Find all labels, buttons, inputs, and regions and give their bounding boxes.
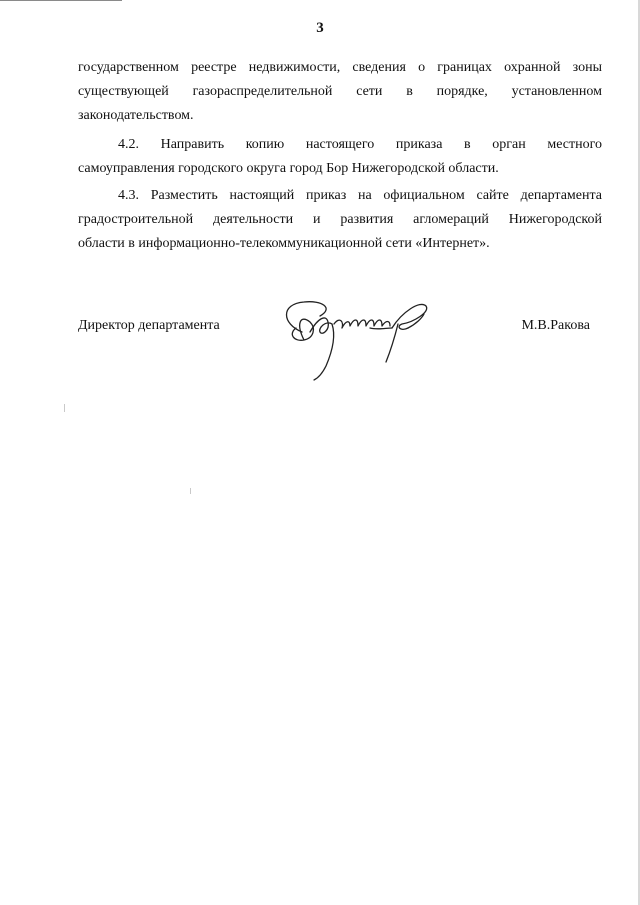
text-line: законодательством. bbox=[78, 108, 194, 123]
text-line: государственном реестре недвижимости, сведения о границах охранной зоны bbox=[78, 60, 602, 75]
text-line: 4.3. Разместить настоящий приказ на официальном сайте департамента bbox=[118, 188, 602, 203]
page-number: 3 bbox=[316, 20, 324, 36]
paragraph-registry-continuation bbox=[78, 56, 602, 128]
text-line: самоуправления городского округа город Бор Нижегородской области. bbox=[78, 161, 499, 176]
top-scan-rule bbox=[0, 0, 122, 1]
scan-speck bbox=[190, 488, 191, 494]
text-line: существующей газораспределительной сети в порядке, установленном bbox=[78, 84, 602, 99]
text-line: области в информационно-телекоммуникационной сети «Интернет». bbox=[78, 236, 490, 251]
handwritten-signature bbox=[274, 294, 444, 384]
text-line: градостроительной деятельности и развития агломераций Нижегородской bbox=[78, 212, 602, 227]
paragraph-4-3 bbox=[78, 184, 602, 256]
paragraph-4-2 bbox=[78, 133, 602, 181]
signatory-name: М.В.Ракова bbox=[521, 318, 590, 333]
text-line: 4.2. Направить копию настоящего приказа в орган местного bbox=[118, 137, 602, 152]
signatory-title: Директор департамента bbox=[78, 318, 220, 333]
signature-block bbox=[78, 316, 602, 386]
scan-speck bbox=[64, 404, 65, 412]
